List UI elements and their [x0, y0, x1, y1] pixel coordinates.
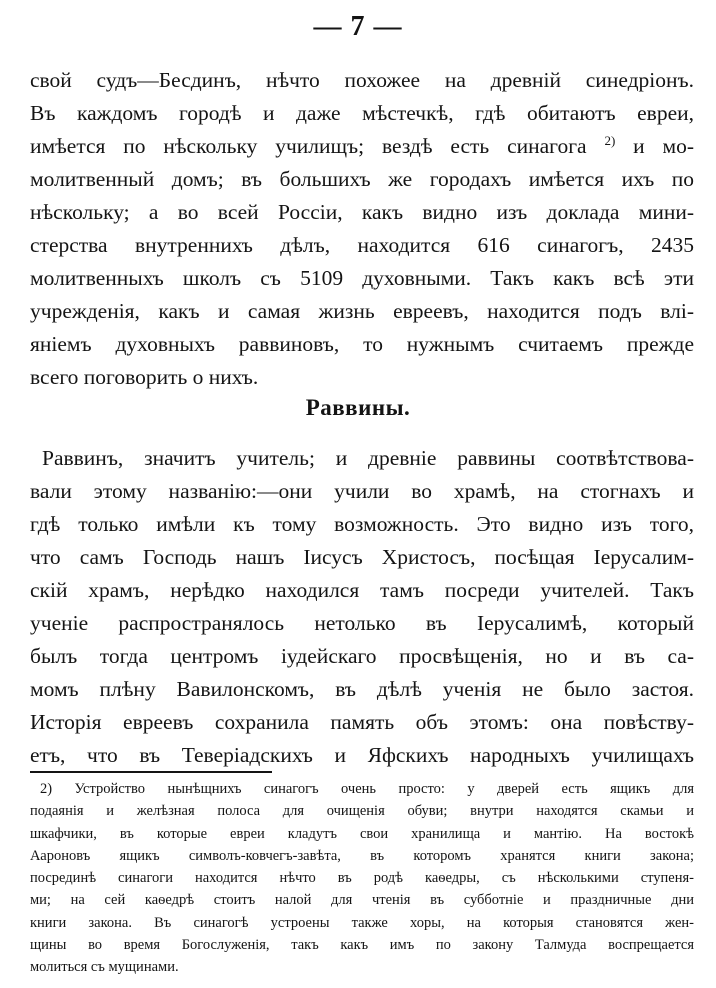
text-line [30, 130, 694, 163]
text-line: нѣскольку; а во всей Россіи, какъ видно изъ доклада мини- [30, 200, 694, 224]
text-line: Раввинъ, значитъ учитель; и древніе раввины соотвѣтствова- [42, 446, 694, 470]
text-line: момъ плѣну Вавилонскомъ, въ дѣлѣ ученія не было застоя. [30, 677, 694, 701]
footnote-reference: 2) [604, 133, 616, 148]
footnote-divider [30, 771, 272, 773]
text-line: Въ каждомъ городѣ и даже мѣстечкѣ, гдѣ обитаютъ евреи, [30, 101, 694, 125]
section-heading: Раввины. [305, 395, 411, 420]
text-line: гдѣ только имѣли къ тому возможность. Это видно изъ того, [30, 512, 694, 536]
text-line-start: имѣется по нѣскольку училищъ; вездѣ есть синагога [30, 134, 587, 158]
footnote-line: 2) Устройство нынѣщнихъ синагогъ очень просто: у дверей есть ящикъ для [40, 781, 694, 797]
text-line: молитвенныхъ школъ съ 5109 духовными. Такъ какъ всѣ эти [30, 266, 694, 290]
text-line: вали этому названію:—они учили во храмѣ, на стогнахъ и [30, 479, 694, 503]
text-line: что самъ Господь нашъ Іисусъ Христосъ, посѣщая Іерусалим- [30, 545, 694, 569]
footnote [30, 778, 694, 979]
text-line: молитвенный домъ; въ большихъ же городахъ имѣется ихъ по [30, 167, 694, 191]
footnote-line: Аароновъ ящикъ символъ-ковчегъ-завѣта, въ которомъ хранятся книги закона; [30, 847, 694, 864]
text-line: скій храмъ, нерѣдко находился тамъ посреди учителей. Такъ [30, 578, 694, 602]
footnote-line: молиться съ мущинами. [30, 959, 179, 976]
footnote-line: ми; на сей каѳедрѣ стоитъ налой для чтенія въ субботніе и праздничные дни [30, 892, 694, 909]
text-line: стерства внутреннихъ дѣлъ, находится 616 синагогъ, 2435 [30, 233, 694, 257]
footnote-line: шкафчики, въ которые евреи кладутъ свои хранилища и мантію. На востокѣ [30, 825, 694, 842]
text-line-end: и мо- [633, 134, 694, 158]
text-line: яніемъ духовныхъ раввиновъ, то нужнымъ считаемъ прежде [30, 332, 694, 356]
text-line: свой судъ—Бесдинъ, нѣчто похожее на древній синедріонъ. [30, 68, 694, 92]
text-line: етъ, что въ Теверіадскихъ и Яфскихъ народныхъ училищахъ [30, 743, 694, 767]
text-line: всего поговорить о нихъ. [30, 365, 259, 389]
footnote-line: посрединѣ синагоги находится нѣчто въ родѣ каѳедры, съ нѣсколькими ступеня- [30, 870, 694, 887]
text-line: ученіе распространялось нетолько въ Іерусалимѣ, который [30, 611, 694, 635]
paragraph-intro [30, 64, 694, 394]
page-number: — 7 — [313, 11, 403, 42]
footnote-line: щины во время Богослуженія, такъ какъ имъ по закону Талмуда воспрещается [30, 937, 694, 954]
footnote-line: книги закона. Въ синагогѣ устроены также хоры, на которыя становятся жен- [30, 914, 694, 931]
text-line: учрежденія, какъ и самая жизнь евреевъ, находится подъ влі- [30, 299, 694, 323]
text-line: былъ тогда центромъ іудейскаго просвѣщенія, но и въ са- [30, 644, 694, 668]
text-line: Исторія евреевъ сохранила память объ этомъ: она повѣству- [30, 710, 694, 734]
paragraph-rabbis [30, 442, 694, 772]
footnote-line: подаянія и желѣзная полоса для очищенія обуви; внутри находятся скамьи и [30, 803, 694, 820]
